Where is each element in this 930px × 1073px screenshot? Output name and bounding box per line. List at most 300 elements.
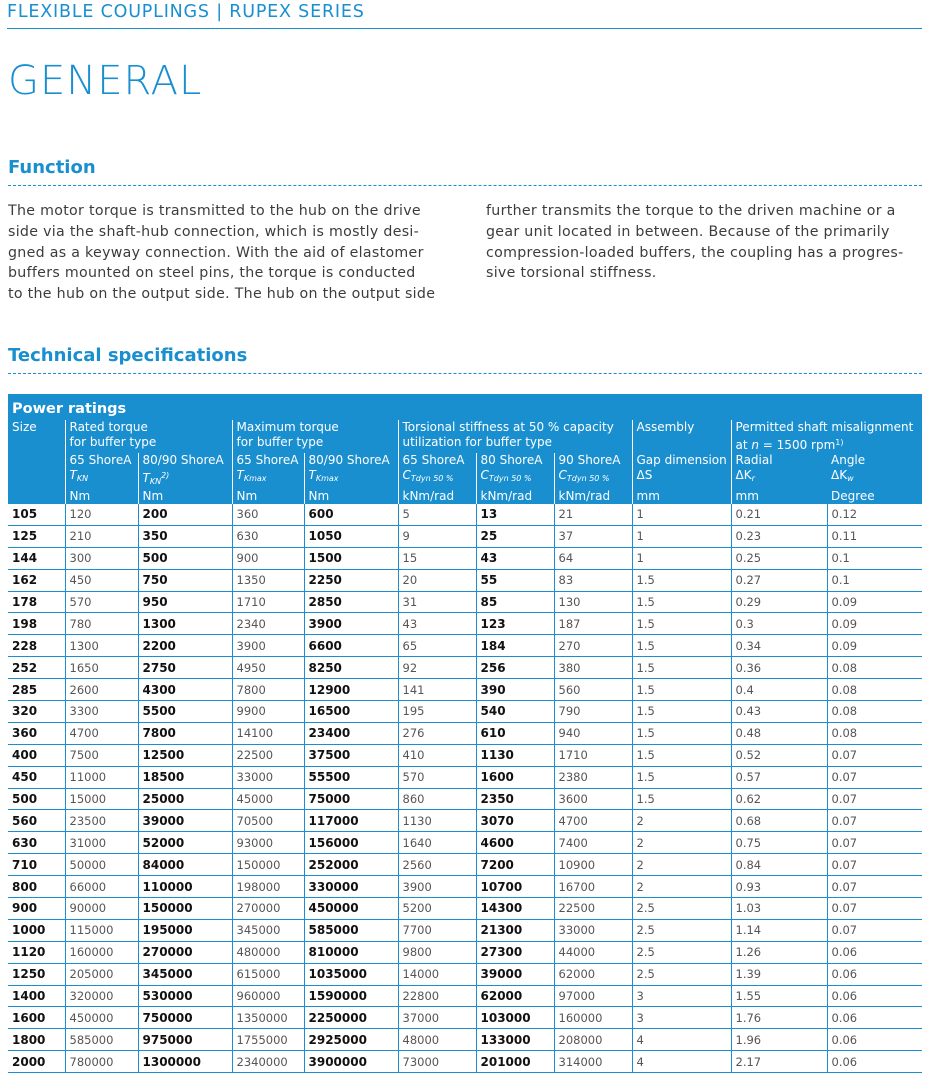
table-cell: 6600 — [304, 635, 398, 657]
table-cell: 2.17 — [731, 1051, 827, 1073]
table-cell: 0.11 — [827, 525, 922, 547]
table-cell: 410 — [398, 744, 476, 766]
table-cell: 2 — [632, 832, 731, 854]
table-cell: 195000 — [138, 919, 232, 941]
table-row — [8, 766, 922, 788]
table-cell: 4950 — [232, 657, 304, 679]
table-cell: 900 — [232, 547, 304, 569]
table-cell: 2600 — [65, 679, 138, 701]
table-cell: 615000 — [232, 963, 304, 985]
table-cell: 560 — [554, 679, 632, 701]
table-row — [8, 591, 922, 613]
table-cell: 600 — [304, 504, 398, 525]
table-row — [8, 722, 922, 744]
table-cell: 0.07 — [827, 876, 922, 898]
table-cell: 0.23 — [731, 525, 827, 547]
table-cell: 7500 — [65, 744, 138, 766]
table-cell: 1130 — [476, 744, 554, 766]
table-cell: 360 — [232, 504, 304, 525]
table-cell: 22800 — [398, 985, 476, 1007]
table-row — [8, 963, 922, 985]
table-cell: 256 — [476, 657, 554, 679]
table-cell: 1035000 — [304, 963, 398, 985]
table-cell: 1.14 — [731, 919, 827, 941]
unit: Nm — [304, 489, 398, 504]
table-cell: 1.5 — [632, 613, 731, 635]
unit: Nm — [138, 489, 232, 504]
table-cell: 66000 — [65, 876, 138, 898]
header-rule — [7, 28, 922, 29]
table-cell: 27300 — [476, 941, 554, 963]
table-row — [8, 788, 922, 810]
table-cell: 184 — [476, 635, 554, 657]
tech-rule — [8, 373, 922, 374]
table-cell: 0.1 — [827, 569, 922, 591]
table-row — [8, 941, 922, 963]
table-cell: 0.06 — [827, 1007, 922, 1029]
table-cell: 0.57 — [731, 766, 827, 788]
table-cell: 39000 — [138, 810, 232, 832]
table-cell: 22500 — [232, 744, 304, 766]
table-row — [8, 525, 922, 547]
table-cell: 160000 — [65, 941, 138, 963]
table-cell: 450000 — [65, 1007, 138, 1029]
table-cell: 73000 — [398, 1051, 476, 1073]
table-cell: 860 — [398, 788, 476, 810]
power-ratings-table-wrap — [8, 394, 922, 1073]
table-cell: 65 — [398, 635, 476, 657]
table-cell: 1.03 — [731, 898, 827, 920]
table-cell: 12500 — [138, 744, 232, 766]
table-cell: 3600 — [554, 788, 632, 810]
table-cell: 2 — [632, 854, 731, 876]
table-cell: 1050 — [304, 525, 398, 547]
sym-ds: ΔS — [632, 468, 731, 489]
table-cell: 0.08 — [827, 722, 922, 744]
table-cell: 380 — [554, 657, 632, 679]
table-cell: 4 — [632, 1051, 731, 1073]
table-cell: 0.36 — [731, 657, 827, 679]
table-cell: 120 — [65, 504, 138, 525]
table-cell: 0.34 — [731, 635, 827, 657]
table-cell: 345000 — [232, 919, 304, 941]
table-cell: 1.5 — [632, 744, 731, 766]
function-line: side via the shaft-hub connection, which is mostly desi- — [8, 223, 420, 240]
table-cell: 530000 — [138, 985, 232, 1007]
table-cell: 45000 — [232, 788, 304, 810]
table-cell: 1650 — [65, 657, 138, 679]
table-cell: 5500 — [138, 701, 232, 723]
table-cell: 780000 — [65, 1051, 138, 1073]
table-cell: 43 — [398, 613, 476, 635]
table-cell: 2200 — [138, 635, 232, 657]
table-cell: 55 — [476, 569, 554, 591]
sym-ctdyn: $C_{Tdyn 50 \%}$ — [476, 468, 554, 489]
table-cell: 117000 — [304, 810, 398, 832]
table-cell: 2.5 — [632, 963, 731, 985]
table-cell: 23500 — [65, 810, 138, 832]
table-row — [8, 679, 922, 701]
table-cell: 2250 — [304, 569, 398, 591]
table-cell: 2.5 — [632, 919, 731, 941]
table-cell: 276 — [398, 722, 476, 744]
table-cell: 0.09 — [827, 613, 922, 635]
table-cell: 0.52 — [731, 744, 827, 766]
table-cell: 314000 — [554, 1051, 632, 1073]
table-cell: 320 — [8, 701, 65, 723]
table-cell: 0.4 — [731, 679, 827, 701]
table-cell: 790 — [554, 701, 632, 723]
table-cell: 92 — [398, 657, 476, 679]
table-cell: 0.43 — [731, 701, 827, 723]
table-cell: 5200 — [398, 898, 476, 920]
table-cell: 570 — [65, 591, 138, 613]
function-heading: Function — [8, 157, 96, 178]
hdr-max-torque: Maximum torque for buffer type — [232, 420, 398, 453]
table-cell: 900 — [8, 898, 65, 920]
table-cell: 9 — [398, 525, 476, 547]
table-cell: 1.5 — [632, 766, 731, 788]
sym-tkmax: $T_{Kmax}$ — [232, 468, 304, 489]
table-cell: 33000 — [232, 766, 304, 788]
table-cell: 560 — [8, 810, 65, 832]
header-brand: FLEXIBLE COUPLINGS — [7, 2, 210, 22]
table-cell: 350 — [138, 525, 232, 547]
table-row — [8, 832, 922, 854]
table-cell: 270 — [554, 635, 632, 657]
table-cell: 70500 — [232, 810, 304, 832]
table-cell: 3900000 — [304, 1051, 398, 1073]
power-ratings-body — [8, 504, 922, 1073]
hdr-angle: Angle — [827, 453, 922, 468]
table-row — [8, 810, 922, 832]
function-line: gned as a keyway connection. With the aid of elastomer — [8, 244, 424, 261]
table-cell: 7800 — [232, 679, 304, 701]
function-line: to the hub on the output side. The hub on the output side — [8, 286, 436, 303]
table-cell: 630 — [232, 525, 304, 547]
table-cell: 1.5 — [632, 679, 731, 701]
table-cell: 1.96 — [731, 1029, 827, 1051]
table-cell: 345000 — [138, 963, 232, 985]
table-cell: 1.26 — [731, 941, 827, 963]
table-cell: 0.25 — [731, 547, 827, 569]
table-cell: 1.5 — [632, 657, 731, 679]
hdr-shore: 65 ShoreA — [398, 453, 476, 468]
table-cell: 2.5 — [632, 898, 731, 920]
table-cell: 0.07 — [827, 766, 922, 788]
table-cell: 330000 — [304, 876, 398, 898]
unit: mm — [731, 489, 827, 504]
table-cell: 1500 — [304, 547, 398, 569]
table-cell: 0.68 — [731, 810, 827, 832]
table-row — [8, 504, 922, 525]
table-cell: 0.1 — [827, 547, 922, 569]
table-row — [8, 1051, 922, 1073]
hdr-radial: Radial — [731, 453, 827, 468]
table-cell: 0.07 — [827, 788, 922, 810]
table-cell: 0.07 — [827, 854, 922, 876]
table-cell: 21300 — [476, 919, 554, 941]
table-cell: 2380 — [554, 766, 632, 788]
sym-tkmax: $T_{Kmax}$ — [304, 468, 398, 489]
table-cell: 10900 — [554, 854, 632, 876]
table-cell: 150000 — [138, 898, 232, 920]
table-cell: 710 — [8, 854, 65, 876]
table-cell: 2850 — [304, 591, 398, 613]
table-cell: 44000 — [554, 941, 632, 963]
table-cell: 450 — [8, 766, 65, 788]
table-cell: 201000 — [476, 1051, 554, 1073]
table-row — [8, 919, 922, 941]
table-cell: 156000 — [304, 832, 398, 854]
table-cell: 90000 — [65, 898, 138, 920]
header-series: RUPEX SERIES — [229, 2, 365, 22]
table-cell: 390 — [476, 679, 554, 701]
unit: Nm — [232, 489, 304, 504]
table-cell: 160000 — [554, 1007, 632, 1029]
table-cell: 1250 — [8, 963, 65, 985]
table-cell: 3900 — [232, 635, 304, 657]
table-cell: 21 — [554, 504, 632, 525]
table-cell: 8250 — [304, 657, 398, 679]
table-cell: 1 — [632, 504, 731, 525]
table-cell: 630 — [8, 832, 65, 854]
table-cell: 1 — [632, 525, 731, 547]
table-cell: 4700 — [65, 722, 138, 744]
hdr-assembly: Assembly — [632, 420, 731, 453]
hdr-rated-torque: Rated torque for buffer type — [65, 420, 232, 453]
hdr-shore: 80 ShoreA — [476, 453, 554, 468]
table-row — [8, 876, 922, 898]
table-cell: 0.07 — [827, 919, 922, 941]
tech-heading: Technical specifications — [8, 345, 248, 366]
table-cell: 2750 — [138, 657, 232, 679]
table-cell: 1.5 — [632, 722, 731, 744]
table-cell: 4 — [632, 1029, 731, 1051]
function-text-col2 — [486, 201, 904, 284]
table-cell: 2340 — [232, 613, 304, 635]
table-cell: 84000 — [138, 854, 232, 876]
table-cell: 950 — [138, 591, 232, 613]
table-cell: 1400 — [8, 985, 65, 1007]
table-cell: 31 — [398, 591, 476, 613]
table-cell: 1.5 — [632, 701, 731, 723]
table-cell: 0.06 — [827, 1029, 922, 1051]
table-cell: 93000 — [232, 832, 304, 854]
table-cell: 10700 — [476, 876, 554, 898]
table-cell: 1120 — [8, 941, 65, 963]
table-cell: 39000 — [476, 963, 554, 985]
table-cell: 0.08 — [827, 679, 922, 701]
table-cell: 0.06 — [827, 985, 922, 1007]
table-cell: 0.07 — [827, 810, 922, 832]
table-cell: 0.84 — [731, 854, 827, 876]
table-cell: 150000 — [232, 854, 304, 876]
table-cell: 52000 — [138, 832, 232, 854]
table-cell: 198000 — [232, 876, 304, 898]
table-cell: 270000 — [232, 898, 304, 920]
table-cell: 195 — [398, 701, 476, 723]
table-cell: 480000 — [232, 941, 304, 963]
table-row — [8, 985, 922, 1007]
table-cell: 103000 — [476, 1007, 554, 1029]
power-ratings-title: Power ratings — [8, 394, 922, 420]
table-cell: 133000 — [476, 1029, 554, 1051]
table-cell: 1.5 — [632, 635, 731, 657]
table-cell: 14300 — [476, 898, 554, 920]
table-cell: 940 — [554, 722, 632, 744]
table-cell: 0.07 — [827, 898, 922, 920]
table-cell: 780 — [65, 613, 138, 635]
table-cell: 25 — [476, 525, 554, 547]
table-cell: 37000 — [398, 1007, 476, 1029]
function-rule — [8, 185, 922, 186]
table-cell: 33000 — [554, 919, 632, 941]
table-cell: 1300000 — [138, 1051, 232, 1073]
table-cell: 2 — [632, 810, 731, 832]
table-row — [8, 701, 922, 723]
table-cell: 9800 — [398, 941, 476, 963]
table-cell: 205000 — [65, 963, 138, 985]
table-row — [8, 854, 922, 876]
table-cell: 540 — [476, 701, 554, 723]
hdr-shore: 90 ShoreA — [554, 453, 632, 468]
table-cell: 85 — [476, 591, 554, 613]
table-cell: 1.39 — [731, 963, 827, 985]
table-cell: 141 — [398, 679, 476, 701]
table-cell: 1000 — [8, 919, 65, 941]
table-row — [8, 657, 922, 679]
table-cell: 2250000 — [304, 1007, 398, 1029]
table-cell: 25000 — [138, 788, 232, 810]
hdr-shore: 65 ShoreA — [232, 453, 304, 468]
page-title: GENERAL — [8, 58, 203, 104]
table-cell: 62000 — [476, 985, 554, 1007]
table-cell: 18500 — [138, 766, 232, 788]
table-cell: 300 — [65, 547, 138, 569]
table-cell: 0.07 — [827, 832, 922, 854]
table-cell: 500 — [8, 788, 65, 810]
table-cell: 450 — [65, 569, 138, 591]
table-cell: 2 — [632, 876, 731, 898]
table-cell: 144 — [8, 547, 65, 569]
table-cell: 1590000 — [304, 985, 398, 1007]
table-cell: 0.08 — [827, 701, 922, 723]
table-row — [8, 744, 922, 766]
table-cell: 750 — [138, 569, 232, 591]
table-cell: 4700 — [554, 810, 632, 832]
table-cell: 0.06 — [827, 963, 922, 985]
table-cell: 178 — [8, 591, 65, 613]
table-row — [8, 1007, 922, 1029]
table-cell: 5 — [398, 504, 476, 525]
table-cell: 187 — [554, 613, 632, 635]
table-cell: 570 — [398, 766, 476, 788]
sym-ctdyn: $C_{Tdyn 50 \%}$ — [554, 468, 632, 489]
table-cell: 200 — [138, 504, 232, 525]
table-cell: 2000 — [8, 1051, 65, 1073]
table-cell: 0.3 — [731, 613, 827, 635]
table-cell: 3 — [632, 1007, 731, 1029]
table-cell: 7400 — [554, 832, 632, 854]
table-cell: 7700 — [398, 919, 476, 941]
table-cell: 3 — [632, 985, 731, 1007]
table-cell: 1800 — [8, 1029, 65, 1051]
table-cell: 960000 — [232, 985, 304, 1007]
table-cell: 13 — [476, 504, 554, 525]
table-cell: 162 — [8, 569, 65, 591]
power-ratings-table — [8, 394, 922, 1073]
function-line: The motor torque is transmitted to the hub on the drive — [8, 203, 421, 219]
table-cell: 125 — [8, 525, 65, 547]
table-cell: 0.27 — [731, 569, 827, 591]
table-cell: 115000 — [65, 919, 138, 941]
table-cell: 0.75 — [731, 832, 827, 854]
function-line: gear unit located in between. Because of the primarily — [486, 223, 890, 240]
sym-dkr: $\Delta K_r$ — [731, 468, 827, 489]
table-cell: 0.62 — [731, 788, 827, 810]
table-cell: 0.06 — [827, 941, 922, 963]
table-cell: 0.21 — [731, 504, 827, 525]
table-cell: 285 — [8, 679, 65, 701]
unit: kNm/rad — [554, 489, 632, 504]
table-cell: 585000 — [65, 1029, 138, 1051]
function-line: compression-loaded buffers, the coupling has a progres- — [486, 244, 904, 261]
table-cell: 0.09 — [827, 591, 922, 613]
sym-tkn: $T_{KN}$ — [65, 468, 138, 489]
sym-dkw: $\Delta K_w$ — [827, 468, 922, 489]
table-cell: 110000 — [138, 876, 232, 898]
table-cell: 3300 — [65, 701, 138, 723]
function-text-col1 — [8, 201, 435, 305]
table-cell: 360 — [8, 722, 65, 744]
table-cell: 3900 — [304, 613, 398, 635]
table-cell: 450000 — [304, 898, 398, 920]
table-cell: 123 — [476, 613, 554, 635]
table-cell: 252 — [8, 657, 65, 679]
function-line: further transmits the torque to the driven machine or a — [486, 203, 896, 219]
hdr-size: Size — [8, 420, 65, 453]
hdr-shore: 80/90 ShoreA — [138, 453, 232, 468]
table-cell: 198 — [8, 613, 65, 635]
table-cell: 1300 — [138, 613, 232, 635]
hdr-gap: Gap dimension — [632, 453, 731, 468]
table-cell: 9900 — [232, 701, 304, 723]
table-cell: 0.08 — [827, 657, 922, 679]
table-cell: 0.48 — [731, 722, 827, 744]
unit: kNm/rad — [476, 489, 554, 504]
table-cell: 55500 — [304, 766, 398, 788]
table-cell: 23400 — [304, 722, 398, 744]
page-header — [7, 2, 365, 22]
unit: Degree — [827, 489, 922, 504]
table-cell: 83 — [554, 569, 632, 591]
table-cell: 1600 — [476, 766, 554, 788]
table-cell: 270000 — [138, 941, 232, 963]
table-cell: 208000 — [554, 1029, 632, 1051]
hdr-torsional-stiffness: Torsional stiffness at 50 % capacity utilization for buffer type — [398, 420, 632, 453]
table-cell: 975000 — [138, 1029, 232, 1051]
table-cell: 2350 — [476, 788, 554, 810]
table-cell: 20 — [398, 569, 476, 591]
table-cell: 1.5 — [632, 591, 731, 613]
table-cell: 1.55 — [731, 985, 827, 1007]
table-cell: 1.5 — [632, 788, 731, 810]
table-cell: 48000 — [398, 1029, 476, 1051]
table-row — [8, 635, 922, 657]
table-cell: 2560 — [398, 854, 476, 876]
sym-ctdyn: $C_{Tdyn 50 \%}$ — [398, 468, 476, 489]
